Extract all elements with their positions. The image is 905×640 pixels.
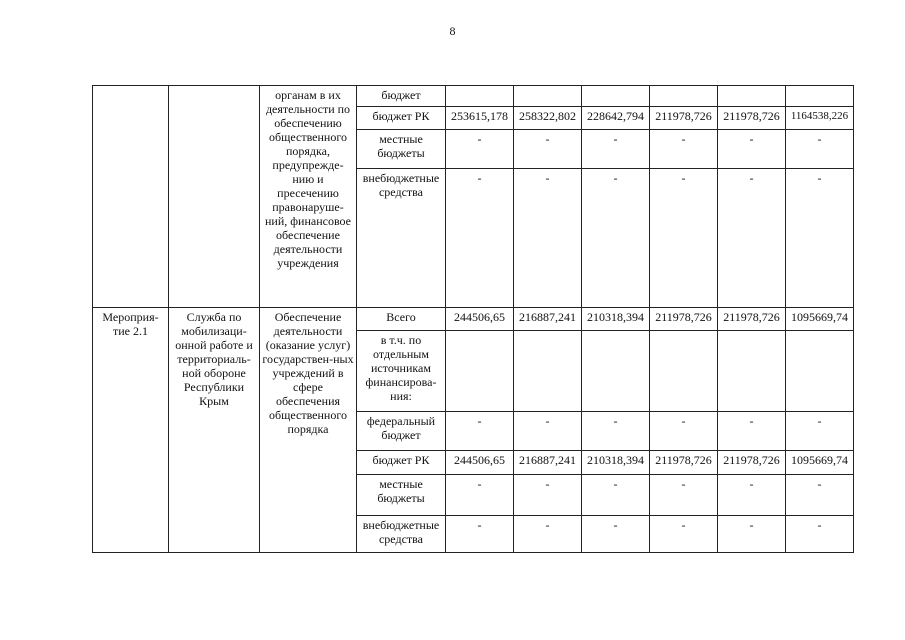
- value-cell: -: [446, 130, 514, 169]
- source-cell: бюджет: [357, 86, 446, 107]
- description-cell: органам в их деятельности по обеспечению общественного порядка, предупрежде-нию и пресечению правонаруше-ний, финансовое обеспечение деятельности учреждения: [260, 86, 357, 308]
- source-cell: внебюджетные средства: [357, 169, 446, 308]
- value-cell: [446, 331, 514, 412]
- value-cell: -: [718, 130, 786, 169]
- value-cell: [718, 331, 786, 412]
- budget-table: [92, 85, 854, 553]
- value-cell: [650, 86, 718, 107]
- source-cell: Всего: [357, 308, 446, 331]
- value-cell: 216887,241: [514, 451, 582, 475]
- value-cell: -: [582, 475, 650, 516]
- value-cell: 210318,394: [582, 308, 650, 331]
- value-cell: 216887,241: [514, 308, 582, 331]
- value-cell: [514, 86, 582, 107]
- value-cell: -: [582, 169, 650, 308]
- value-cell: -: [786, 475, 854, 516]
- value-cell: -: [786, 169, 854, 308]
- value-cell: -: [786, 412, 854, 451]
- measure-cell: Мероприя-тие 2.1: [93, 308, 169, 553]
- value-cell: -: [446, 169, 514, 308]
- value-cell: -: [514, 475, 582, 516]
- value-cell: 1164538,226: [786, 107, 854, 130]
- value-cell: -: [650, 412, 718, 451]
- value-cell: -: [650, 475, 718, 516]
- value-cell: 211978,726: [718, 451, 786, 475]
- value-cell: 211978,726: [650, 451, 718, 475]
- value-cell: -: [514, 169, 582, 308]
- source-cell: федеральный бюджет: [357, 412, 446, 451]
- value-cell: [514, 331, 582, 412]
- source-cell: в т.ч. по отдельным источникам финансирова-ния:: [357, 331, 446, 412]
- value-cell: 1095669,74: [786, 451, 854, 475]
- value-cell: [582, 331, 650, 412]
- value-cell: 211978,726: [718, 308, 786, 331]
- value-cell: -: [446, 516, 514, 553]
- executor-cell: Служба по мобилизаци-онной работе и территориаль-ной обороне Республики Крым: [169, 308, 260, 553]
- value-cell: 244506,65: [446, 308, 514, 331]
- value-cell: -: [650, 130, 718, 169]
- value-cell: -: [514, 412, 582, 451]
- value-cell: 1095669,74: [786, 308, 854, 331]
- value-cell: -: [786, 130, 854, 169]
- description-cell: Обеспечение деятельности (оказание услуг) государствен-ных учреждений в сфере обеспечения общественного порядка: [260, 308, 357, 553]
- value-cell: 210318,394: [582, 451, 650, 475]
- value-cell: -: [650, 169, 718, 308]
- value-cell: [786, 331, 854, 412]
- value-cell: -: [582, 412, 650, 451]
- executor-cell-empty: [169, 86, 260, 308]
- source-cell: местные бюджеты: [357, 130, 446, 169]
- value-cell: -: [650, 516, 718, 553]
- value-cell: -: [514, 516, 582, 553]
- value-cell: [446, 86, 514, 107]
- value-cell: -: [718, 412, 786, 451]
- source-cell: бюджет РК: [357, 107, 446, 130]
- source-cell: бюджет РК: [357, 451, 446, 475]
- value-cell: [582, 86, 650, 107]
- value-cell: 244506,65: [446, 451, 514, 475]
- table-row: [93, 308, 854, 331]
- value-cell: [786, 86, 854, 107]
- value-cell: 211978,726: [650, 308, 718, 331]
- value-cell: -: [718, 516, 786, 553]
- value-cell: -: [446, 412, 514, 451]
- value-cell: [718, 86, 786, 107]
- value-cell: -: [718, 475, 786, 516]
- value-cell: -: [786, 516, 854, 553]
- value-cell: 258322,802: [514, 107, 582, 130]
- source-cell: местные бюджеты: [357, 475, 446, 516]
- page-number: 8: [449, 24, 456, 38]
- measure-cell-empty: [93, 86, 169, 308]
- value-cell: -: [718, 169, 786, 308]
- table-row: [93, 86, 854, 107]
- value-cell: -: [446, 475, 514, 516]
- value-cell: 211978,726: [650, 107, 718, 130]
- value-cell: -: [582, 130, 650, 169]
- value-cell: 211978,726: [718, 107, 786, 130]
- value-cell: 253615,178: [446, 107, 514, 130]
- value-cell: -: [514, 130, 582, 169]
- value-cell: [650, 331, 718, 412]
- source-cell: внебюджетные средства: [357, 516, 446, 553]
- value-cell: -: [582, 516, 650, 553]
- value-cell: 228642,794: [582, 107, 650, 130]
